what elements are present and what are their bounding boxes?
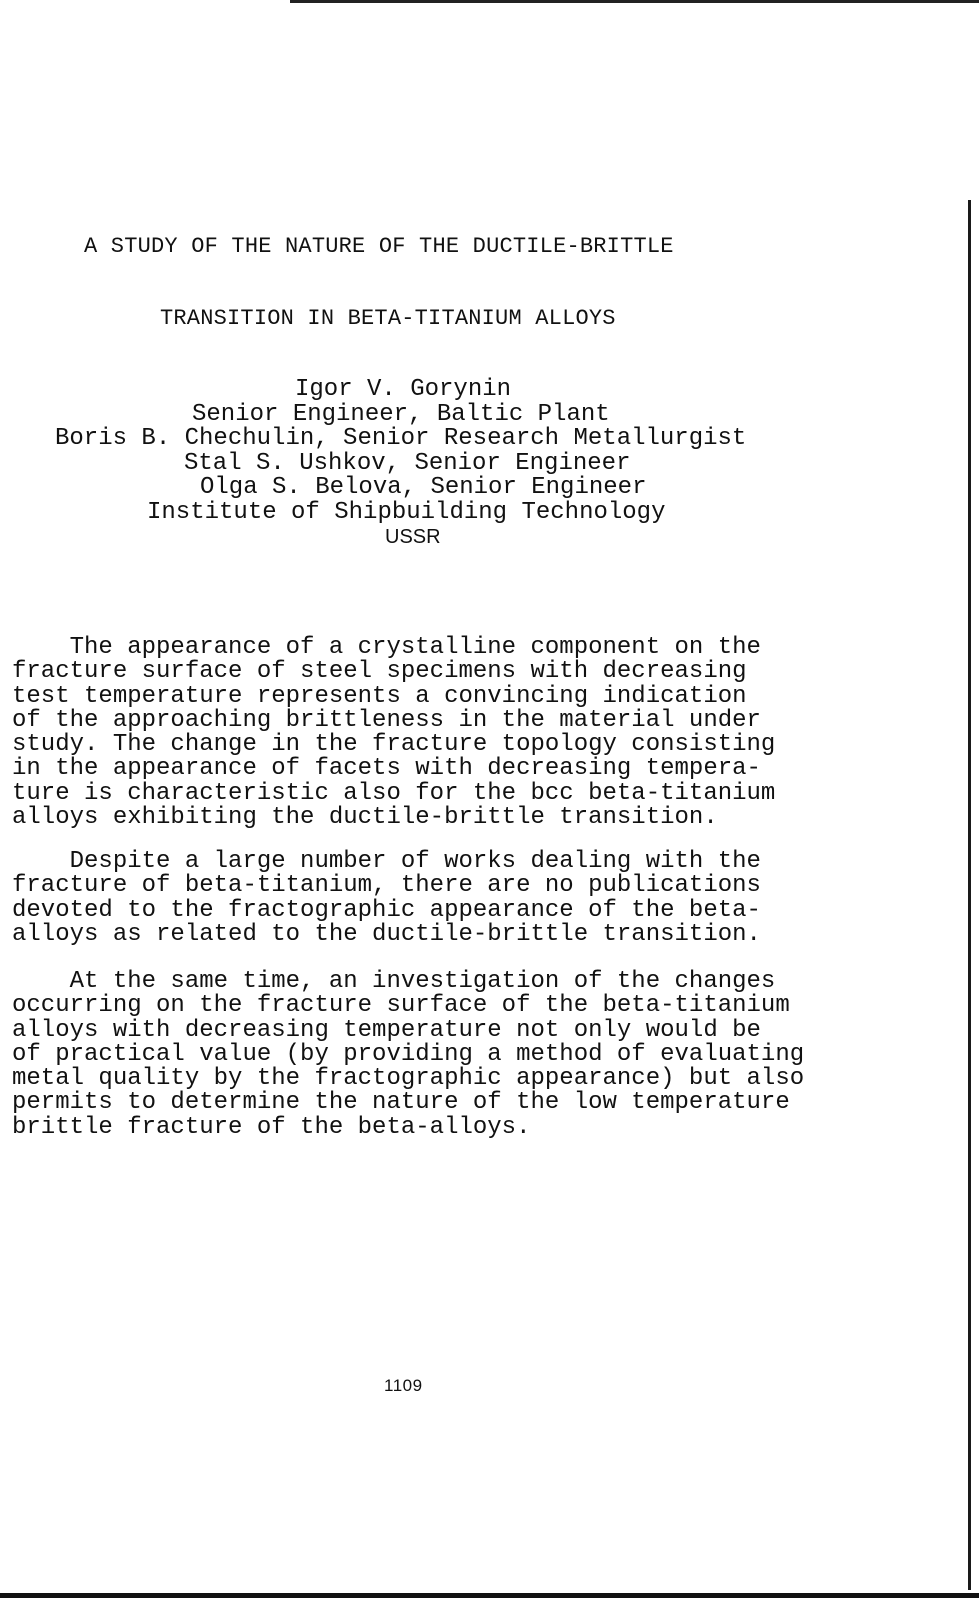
- author-line: Boris B. Chechulin, Senior Research Metallurgist: [55, 425, 747, 452]
- page-number: 1109: [384, 1376, 423, 1395]
- author-line: Stal S. Ushkov, Senior Engineer: [184, 449, 631, 477]
- text-line: ture is characteristic also for the bcc beta-titanium: [12, 779, 776, 807]
- text-line: The appearance of a crystalline component on the: [12, 634, 761, 661]
- text-line: devoted to the fractographic appearance of the beta-: [12, 896, 761, 924]
- text-line: of practical value (by providing a method of evaluating: [12, 1040, 805, 1068]
- text-line: Despite a large number of works dealing with the: [12, 848, 761, 875]
- author-block: [0, 378, 830, 550]
- text-line: occurring on the fracture surface of the beta-titanium: [12, 992, 790, 1020]
- text-line: in the appearance of facets with decreasing tempera-: [12, 755, 761, 783]
- paragraph-2: [12, 850, 852, 947]
- author-country: USSR: [385, 526, 441, 548]
- text-line: alloys exhibiting the ductile-brittle transition.: [12, 804, 718, 832]
- paper-title-line-2: TRANSITION IN BETA-TITANIUM ALLOYS: [160, 306, 616, 331]
- author-line: Igor V. Gorynin: [295, 376, 512, 403]
- text-line: metal quality by the fractographic appearance) but also: [12, 1065, 805, 1093]
- text-line: of the approaching brittleness in the material under: [12, 706, 761, 734]
- scan-border-top: [290, 0, 979, 3]
- text-line: brittle fracture of the beta-alloys.: [12, 1113, 531, 1141]
- author-line: Olga S. Belova, Senior Engineer: [200, 474, 647, 501]
- paragraph-1: [12, 636, 852, 830]
- author-affiliation: Institute of Shipbuilding Technology: [147, 498, 666, 526]
- text-line: study. The change in the fracture topology consisting: [12, 731, 776, 759]
- text-line: At the same time, an investigation of the changes: [12, 968, 776, 995]
- text-line: fracture surface of steel specimens with decreasing: [12, 658, 747, 686]
- author-line: Senior Engineer, Baltic Plant: [192, 400, 610, 428]
- paragraph-3: [12, 970, 852, 1140]
- scan-border-bottom: [0, 1593, 979, 1598]
- text-line: fracture of beta-titanium, there are no publications: [12, 872, 761, 900]
- text-line: test temperature represents a convincing indication: [12, 682, 747, 710]
- text-line: permits to determine the nature of the low temperature: [12, 1089, 790, 1117]
- text-line: alloys as related to the ductile-brittle transition.: [12, 920, 761, 948]
- paper-title-line-1: A STUDY OF THE NATURE OF THE DUCTILE-BRITTLE: [84, 234, 674, 259]
- text-line: alloys with decreasing temperature not only would be: [12, 1016, 761, 1044]
